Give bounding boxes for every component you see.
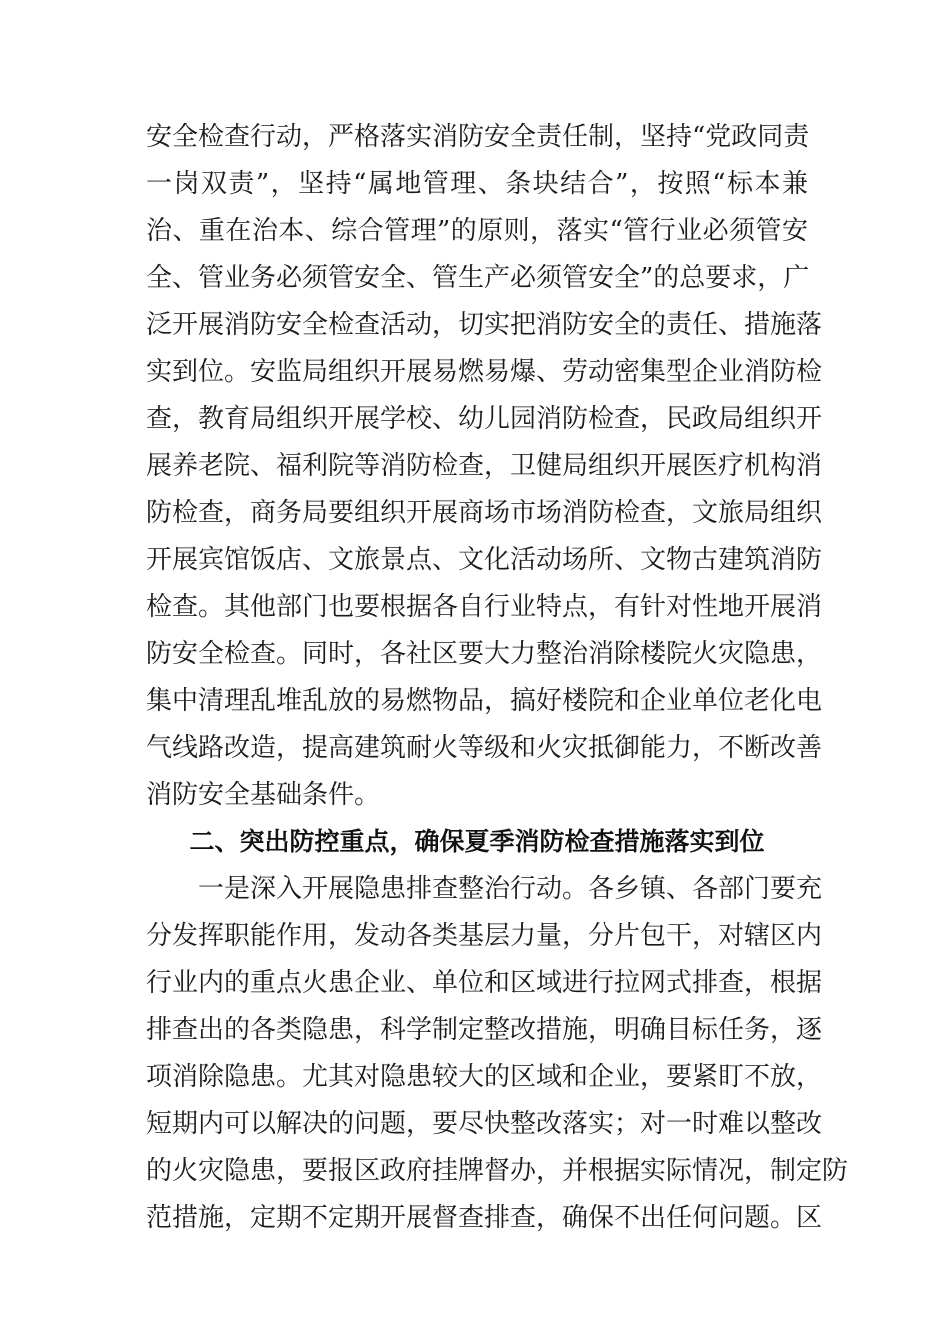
paragraph-1-line: 查，教育局组织开展学校、幼儿园消防检查，民政局组织开 [146,404,823,434]
paragraph-1-line: 检查。其他部门也要根据各自行业特点，有针对性地开展消 [146,592,823,622]
paragraph-2-line: 的火灾隐患，要报区政府挂牌督办，并根据实际情况，制定防 [146,1156,849,1186]
paragraph-1-line: 安全检查行动，严格落实消防安全责任制，坚持“党政同责 [146,122,810,152]
paragraph-2-line: 分发挥职能作用，发动各类基层力量，分片包干，对辖区内 [146,921,823,951]
paragraph-1-line: 消防安全基础条件。 [146,780,381,810]
paragraph-1-line: 一岗双责”，坚持“属地管理、条块结合”，按照“标本兼 [146,169,808,199]
paragraph-2-line: 排查出的各类隐患，科学制定整改措施，明确目标任务，逐 [146,1015,823,1045]
paragraph-1-line: 集中清理乱堆乱放的易燃物品，搞好楼院和企业单位老化电 [146,686,823,716]
paragraph-1-line: 全、管业务必须管安全、管生产必须管安全”的总要求，广 [146,263,810,293]
paragraph-1-line: 气线路改造，提高建筑耐火等级和火灾抵御能力，不断改善 [146,733,823,763]
paragraph-1-line: 实到位。安监局组织开展易燃易爆、劳动密集型企业消防检 [146,357,823,387]
paragraph-1-line: 防安全检查。同时，各社区要大力整治消除楼院火灾隐患， [146,639,823,669]
paragraph-2-line: 项消除隐患。尤其对隐患较大的区域和企业，要紧盯不放， [146,1062,823,1092]
paragraph-2-line: 短期内可以解决的问题，要尽快整改落实；对一时难以整改 [146,1109,823,1139]
paragraph-2-line: 行业内的重点火患企业、单位和区域进行拉网式排查，根据 [146,968,823,998]
paragraph-1-line: 开展宾馆饭店、文旅景点、文化活动场所、文物古建筑消防 [146,545,823,575]
paragraph-1-line: 展养老院、福利院等消防检查，卫健局组织开展医疗机构消 [146,451,823,481]
paragraph-1-line: 泛开展消防安全检查活动，切实把消防安全的责任、措施落 [146,310,823,340]
paragraph-2-line: 一是深入开展隐患排查整治行动。各乡镇、各部门要充 [198,874,823,904]
paragraph-1-line: 防检查，商务局要组织开展商场市场消防检查，文旅局组织 [146,498,823,528]
paragraph-1-line: 治、重在治本、综合管理”的原则，落实“管行业必须管安 [146,216,808,246]
paragraph-2-line: 范措施，定期不定期开展督查排查，确保不出任何问题。区 [146,1203,823,1233]
section-heading: 二、突出防控重点，确保夏季消防检查措施落实到位 [189,827,765,856]
